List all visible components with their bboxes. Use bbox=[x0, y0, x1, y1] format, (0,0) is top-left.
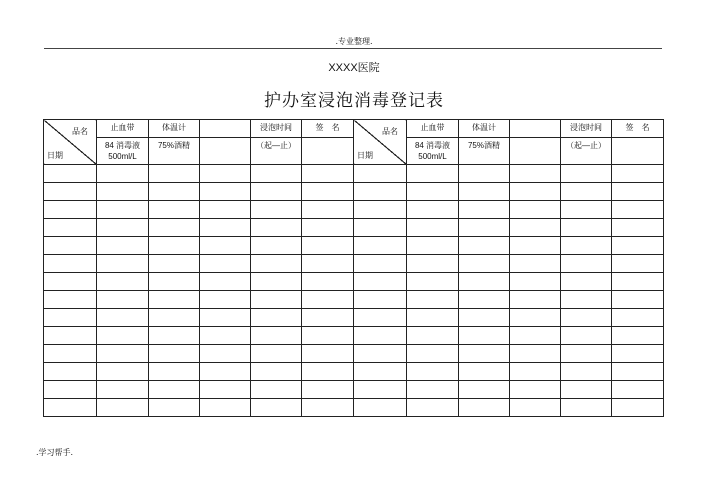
table-cell bbox=[302, 291, 354, 309]
table-cell bbox=[561, 237, 612, 255]
column-subheader: 84 消毒液 500ml/L bbox=[407, 138, 459, 165]
table-cell bbox=[354, 363, 407, 381]
table-row bbox=[44, 183, 664, 201]
table-cell bbox=[407, 309, 459, 327]
column-header: 止血带 bbox=[407, 120, 459, 138]
column-header: 签 名 bbox=[612, 120, 664, 138]
table-cell bbox=[44, 381, 97, 399]
table-cell bbox=[200, 363, 251, 381]
table-cell bbox=[149, 273, 200, 291]
table-cell bbox=[459, 327, 510, 345]
table-cell bbox=[561, 165, 612, 183]
table-cell bbox=[354, 291, 407, 309]
table-cell bbox=[251, 273, 302, 291]
table-cell bbox=[251, 219, 302, 237]
table-cell bbox=[149, 201, 200, 219]
table-cell bbox=[149, 399, 200, 417]
table-row bbox=[44, 237, 664, 255]
table-cell bbox=[251, 255, 302, 273]
table-row bbox=[44, 381, 664, 399]
table-row bbox=[44, 273, 664, 291]
table-cell bbox=[97, 219, 149, 237]
table-cell bbox=[407, 237, 459, 255]
table-cell bbox=[612, 165, 664, 183]
table-cell bbox=[407, 381, 459, 399]
table-cell bbox=[97, 201, 149, 219]
table-cell bbox=[354, 237, 407, 255]
table-cell bbox=[459, 273, 510, 291]
table-cell bbox=[612, 201, 664, 219]
table-cell bbox=[459, 237, 510, 255]
table-cell bbox=[354, 165, 407, 183]
table-cell bbox=[407, 363, 459, 381]
table-row bbox=[44, 309, 664, 327]
table-cell bbox=[149, 363, 200, 381]
table-cell bbox=[200, 345, 251, 363]
table-cell bbox=[302, 201, 354, 219]
table-cell bbox=[302, 381, 354, 399]
table-cell bbox=[149, 345, 200, 363]
table-cell bbox=[200, 201, 251, 219]
corner-label-date: 日期 bbox=[357, 151, 373, 160]
column-header bbox=[510, 120, 561, 138]
table-cell bbox=[97, 255, 149, 273]
table-cell bbox=[354, 219, 407, 237]
table-cell bbox=[44, 273, 97, 291]
table-cell bbox=[561, 273, 612, 291]
table-cell bbox=[354, 381, 407, 399]
table-cell bbox=[44, 219, 97, 237]
table-cell bbox=[612, 291, 664, 309]
table-cell bbox=[44, 345, 97, 363]
table-cell bbox=[251, 327, 302, 345]
table-cell bbox=[149, 381, 200, 399]
table-cell bbox=[302, 345, 354, 363]
column-header: 止血带 bbox=[97, 120, 149, 138]
table-cell bbox=[612, 327, 664, 345]
table-cell bbox=[510, 255, 561, 273]
column-header: 浸泡时间 bbox=[251, 120, 302, 138]
table-cell bbox=[407, 183, 459, 201]
table-cell bbox=[561, 255, 612, 273]
table-cell bbox=[459, 201, 510, 219]
table-cell bbox=[407, 165, 459, 183]
table-cell bbox=[97, 345, 149, 363]
corner-cell bbox=[354, 120, 407, 165]
table-cell bbox=[97, 165, 149, 183]
table-cell bbox=[302, 183, 354, 201]
header-divider bbox=[44, 48, 662, 49]
table-cell bbox=[354, 255, 407, 273]
table-cell bbox=[612, 219, 664, 237]
table-cell bbox=[459, 363, 510, 381]
table-cell bbox=[407, 327, 459, 345]
table-cell bbox=[44, 165, 97, 183]
table-cell bbox=[149, 183, 200, 201]
table-cell bbox=[510, 309, 561, 327]
table-row bbox=[44, 363, 664, 381]
table-cell bbox=[459, 345, 510, 363]
table-cell bbox=[251, 309, 302, 327]
table-cell bbox=[302, 273, 354, 291]
table-cell bbox=[561, 327, 612, 345]
table-row bbox=[44, 219, 664, 237]
table-cell bbox=[510, 399, 561, 417]
column-subheader bbox=[612, 138, 664, 165]
table-cell bbox=[251, 291, 302, 309]
table-cell bbox=[561, 399, 612, 417]
table-row bbox=[44, 165, 664, 183]
table-cell bbox=[302, 399, 354, 417]
table-cell bbox=[251, 363, 302, 381]
table-cell bbox=[510, 345, 561, 363]
table-cell bbox=[149, 219, 200, 237]
registration-table bbox=[43, 119, 664, 417]
column-header bbox=[200, 120, 251, 138]
table-cell bbox=[459, 291, 510, 309]
table-cell bbox=[612, 237, 664, 255]
table-cell bbox=[561, 291, 612, 309]
table-cell bbox=[407, 201, 459, 219]
column-header: 浸泡时间 bbox=[561, 120, 612, 138]
table-cell bbox=[251, 381, 302, 399]
column-header: 体温计 bbox=[149, 120, 200, 138]
table-cell bbox=[407, 255, 459, 273]
table-cell bbox=[510, 201, 561, 219]
corner-label-item: 品名 bbox=[72, 127, 88, 136]
table-cell bbox=[612, 273, 664, 291]
table-cell bbox=[407, 273, 459, 291]
table-cell bbox=[44, 399, 97, 417]
table-cell bbox=[44, 327, 97, 345]
table-cell bbox=[97, 327, 149, 345]
table-cell bbox=[44, 201, 97, 219]
table-cell bbox=[302, 165, 354, 183]
table-cell bbox=[44, 183, 97, 201]
table-cell bbox=[302, 219, 354, 237]
table-cell bbox=[510, 237, 561, 255]
column-header: 签 名 bbox=[302, 120, 354, 138]
table-cell bbox=[44, 237, 97, 255]
table-cell bbox=[510, 219, 561, 237]
table-cell bbox=[97, 183, 149, 201]
table-cell bbox=[200, 183, 251, 201]
table-cell bbox=[200, 219, 251, 237]
table-cell bbox=[407, 399, 459, 417]
column-subheader bbox=[200, 138, 251, 165]
table-cell bbox=[149, 237, 200, 255]
corner-label-item: 品名 bbox=[382, 127, 398, 136]
table-row bbox=[44, 399, 664, 417]
table-cell bbox=[251, 399, 302, 417]
table-cell bbox=[407, 219, 459, 237]
table-cell bbox=[354, 273, 407, 291]
table-cell bbox=[510, 381, 561, 399]
table-cell bbox=[200, 381, 251, 399]
table-cell bbox=[459, 255, 510, 273]
table-cell bbox=[149, 255, 200, 273]
table-cell bbox=[612, 309, 664, 327]
table-cell bbox=[459, 183, 510, 201]
table-cell bbox=[561, 381, 612, 399]
table-cell bbox=[354, 183, 407, 201]
column-subheader: 84 消毒液 500ml/L bbox=[97, 138, 149, 165]
table-cell bbox=[612, 255, 664, 273]
table-cell bbox=[200, 255, 251, 273]
table-cell bbox=[354, 399, 407, 417]
table-cell bbox=[459, 219, 510, 237]
table-cell bbox=[200, 237, 251, 255]
table-cell bbox=[561, 345, 612, 363]
table-cell bbox=[200, 309, 251, 327]
table-cell bbox=[200, 291, 251, 309]
hospital-name: XXXX医院 bbox=[328, 62, 380, 74]
table-cell bbox=[561, 309, 612, 327]
table-cell bbox=[459, 309, 510, 327]
table-cell bbox=[612, 183, 664, 201]
table-cell bbox=[97, 309, 149, 327]
table-cell bbox=[149, 309, 200, 327]
column-subheader: （起—止） bbox=[251, 138, 302, 165]
table-row bbox=[44, 345, 664, 363]
column-subheader: （起—止） bbox=[561, 138, 612, 165]
table-cell bbox=[354, 201, 407, 219]
table-cell bbox=[200, 327, 251, 345]
table-cell bbox=[44, 309, 97, 327]
column-subheader bbox=[302, 138, 354, 165]
table-cell bbox=[510, 291, 561, 309]
table-cell bbox=[612, 381, 664, 399]
table-cell bbox=[561, 183, 612, 201]
page-title: 护办室浸泡消毒登记表 bbox=[264, 91, 444, 111]
column-subheader bbox=[510, 138, 561, 165]
table-cell bbox=[459, 165, 510, 183]
table-cell bbox=[612, 363, 664, 381]
footer-note: .学习帮手. bbox=[36, 448, 74, 457]
table-cell bbox=[302, 255, 354, 273]
table-cell bbox=[561, 363, 612, 381]
table-cell bbox=[302, 363, 354, 381]
table-cell bbox=[251, 201, 302, 219]
table-cell bbox=[200, 273, 251, 291]
table-cell bbox=[302, 327, 354, 345]
column-subheader: 75%酒精 bbox=[459, 138, 510, 165]
table-cell bbox=[354, 309, 407, 327]
table-cell bbox=[459, 399, 510, 417]
table-cell bbox=[200, 165, 251, 183]
table-cell bbox=[354, 327, 407, 345]
table-cell bbox=[149, 165, 200, 183]
table-row bbox=[44, 327, 664, 345]
table-cell bbox=[302, 309, 354, 327]
column-subheader: 75%酒精 bbox=[149, 138, 200, 165]
table-cell bbox=[459, 381, 510, 399]
table-cell bbox=[97, 237, 149, 255]
table-row bbox=[44, 291, 664, 309]
table-cell bbox=[354, 345, 407, 363]
table-row bbox=[44, 201, 664, 219]
table-cell bbox=[44, 363, 97, 381]
table-row bbox=[44, 255, 664, 273]
table-cell bbox=[97, 363, 149, 381]
table-cell bbox=[612, 399, 664, 417]
table-cell bbox=[407, 291, 459, 309]
table-cell bbox=[149, 327, 200, 345]
table-cell bbox=[251, 165, 302, 183]
table-cell bbox=[510, 273, 561, 291]
table-cell bbox=[510, 363, 561, 381]
table-cell bbox=[302, 237, 354, 255]
header-note: .专业整理. bbox=[335, 37, 373, 46]
table-cell bbox=[251, 345, 302, 363]
table-cell bbox=[251, 237, 302, 255]
table-cell bbox=[407, 345, 459, 363]
table-cell bbox=[510, 183, 561, 201]
table-cell bbox=[251, 183, 302, 201]
table-cell bbox=[561, 201, 612, 219]
table-cell bbox=[44, 291, 97, 309]
table-cell bbox=[97, 273, 149, 291]
table-cell bbox=[149, 291, 200, 309]
table-cell bbox=[510, 327, 561, 345]
table-cell bbox=[561, 219, 612, 237]
column-header: 体温计 bbox=[459, 120, 510, 138]
corner-label-date: 日期 bbox=[47, 151, 63, 160]
table-cell bbox=[97, 291, 149, 309]
table-cell bbox=[510, 165, 561, 183]
table-cell bbox=[97, 381, 149, 399]
table-cell bbox=[612, 345, 664, 363]
corner-cell bbox=[44, 120, 97, 165]
table-cell bbox=[44, 255, 97, 273]
table-cell bbox=[97, 399, 149, 417]
table-cell bbox=[200, 399, 251, 417]
